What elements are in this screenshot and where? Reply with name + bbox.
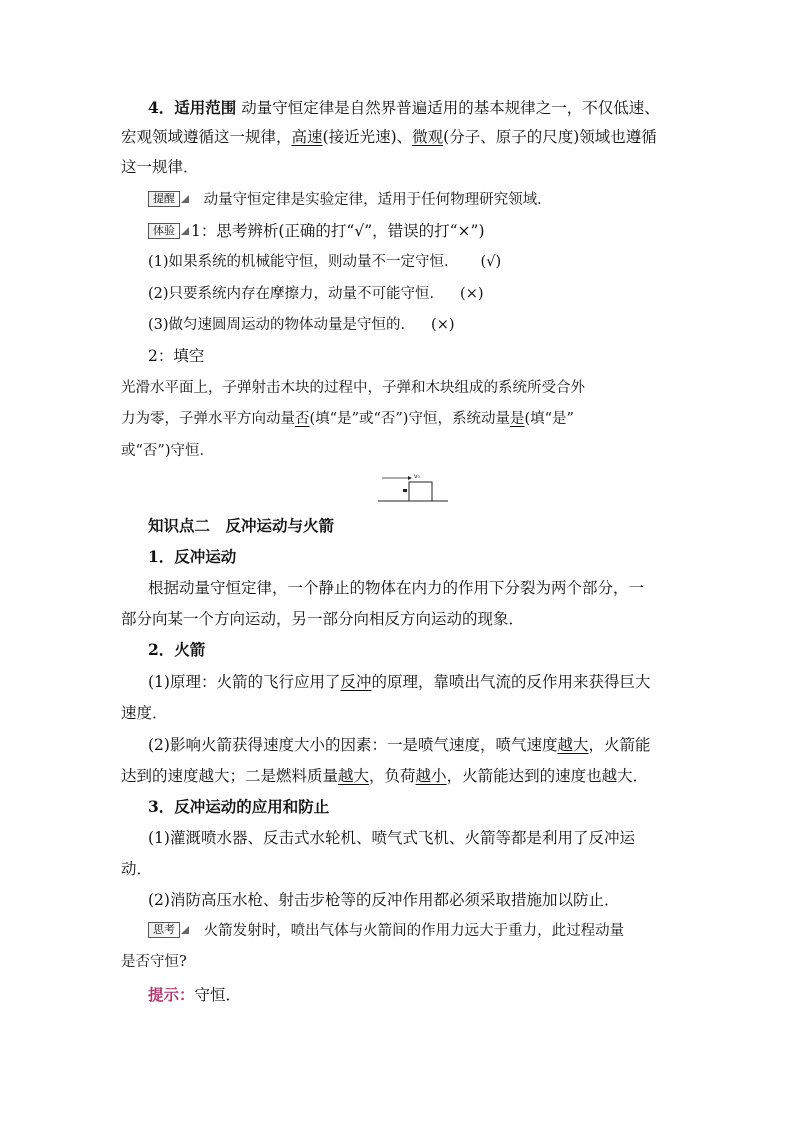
fill-line-2 <box>121 408 574 430</box>
scope-text-1: 动量守恒定律是自然界普遍适用的基本规律之一，不仅低速、 <box>241 99 660 117</box>
hint-line <box>148 984 241 1006</box>
exp-item-1 <box>148 251 501 273</box>
fill-text-2c: (填“是”或“否”)守恒，系统动量 <box>309 411 510 427</box>
recoil-text-2: 部分向某一个方向运动，另一部分向相反方向运动的现象． <box>121 610 525 628</box>
exp-tag: 体验 <box>148 223 180 239</box>
fill-line-3: 或“否”)守恒． <box>121 443 214 459</box>
heading-rocket: 2．火箭 <box>148 640 206 659</box>
scope-heading: 4．适用范围 <box>148 98 237 117</box>
heading-recoil: 1．反冲运动 <box>148 547 237 566</box>
exp-item-2-answer: (×) <box>460 286 484 302</box>
rocket-principle-2: 速度． <box>121 704 168 722</box>
exp-item-3 <box>148 314 455 336</box>
scope-line-3: 这一规律． <box>121 158 199 176</box>
arrow-head-icon <box>408 476 412 480</box>
tag-corner-icon <box>181 227 189 235</box>
tip-tag: 提醒 <box>148 191 180 207</box>
tag-corner-icon <box>181 926 189 934</box>
hint-text: 守恒． <box>194 986 242 1004</box>
factors-text-f: ，火箭能达到的速度也越大． <box>446 767 649 785</box>
tip-line <box>148 189 552 211</box>
factors-text-a: (2)影响火箭获得速度大小的因素：一是喷气速度，喷气速度 <box>148 736 558 754</box>
exp-q2: 2：填空 <box>148 347 205 365</box>
heading-application: 3．反冲运动的应用和防止 <box>148 797 330 816</box>
section-title: 知识点二 反冲运动与火箭 <box>148 516 335 535</box>
tag-corner-icon <box>181 195 189 203</box>
fill-text-2a: 力为零，子弹水平方向动量 <box>121 411 295 427</box>
fill-answer-2: 是 <box>509 411 525 427</box>
exp-item-2 <box>148 283 484 305</box>
principle-text-c: 的原理，靠喷出气流的反作用来获得巨大 <box>371 673 651 691</box>
velocity-label: v₀ <box>414 473 420 480</box>
exp-item-3-answer: (×) <box>431 317 455 333</box>
scope-text-2e: (分子、原子的尺度)领域也遵循 <box>443 128 657 146</box>
think-tag: 思考 <box>148 922 180 938</box>
exp-item-1-text: (1)如果系统的机械能守恒，则动量不一定守恒． <box>148 254 459 270</box>
think-line-2: 是否守恒? <box>121 954 187 970</box>
scope-line-1 <box>148 97 660 119</box>
hint-label: 提示： <box>148 985 195 1004</box>
application-1b: 动． <box>121 860 153 878</box>
factors-answer-2: 越大 <box>338 767 370 785</box>
rocket-factors-1 <box>148 734 651 756</box>
tip-text: 动量守恒定律是实验定律，适用于任何物理研究领域． <box>203 192 552 208</box>
rocket-factors-2 <box>121 765 648 787</box>
scope-micro: 微观 <box>412 128 444 146</box>
think-line-1 <box>148 920 624 942</box>
fill-answer-1: 否 <box>295 411 310 427</box>
principle-text-a: (1)原理：火箭的飞行应用了 <box>148 673 341 691</box>
application-2: (2)消防高压水枪、射击步枪等的反冲作用都必须采取措施加以防止． <box>148 891 620 909</box>
think-text-1: 火箭发射时，喷出气体与火箭间的作用力远大于重力，此过程动量 <box>203 923 625 939</box>
factors-text-e: ，负荷 <box>369 767 416 785</box>
exp-item-2-text: (2)只要系统内存在摩擦力，动量不可能守恒． <box>148 286 445 302</box>
exp-q1: 1：思考辨析(正确的打“√”，错误的打“×”) <box>191 222 485 240</box>
application-1a: (1)灌溉喷水器、反击式水轮机、喷气式飞机、火箭等都是利用了反冲运 <box>148 829 635 847</box>
fill-line-1: 光滑水平面上，子弹射击木块的过程中，子弹和木块组成的系统所受合外 <box>121 380 585 396</box>
principle-answer: 反冲 <box>340 673 372 691</box>
exp-item-1-answer: (√) <box>480 254 502 270</box>
bullet <box>403 489 407 492</box>
recoil-text-1: 根据动量守恒定律，一个静止的物体在内力的作用下分裂为两个部分，一 <box>148 579 645 597</box>
scope-text-2c: (接近光速)、 <box>322 128 413 146</box>
factors-answer-3: 越小 <box>415 767 447 785</box>
factors-text-d: 达到的速度越大；二是燃料质量 <box>121 767 339 785</box>
rocket-principle-1 <box>148 671 651 693</box>
scope-line-2 <box>121 126 657 148</box>
wood-block <box>409 482 432 501</box>
scope-high-speed: 高速 <box>291 128 323 146</box>
exp-q1-line <box>148 220 485 242</box>
factors-answer-1: 越大 <box>557 736 589 754</box>
factors-text-c: ，火箭能 <box>588 736 651 754</box>
exp-item-3-text: (3)做匀速圆周运动的物体动量是守恒的． <box>148 317 416 333</box>
fill-text-2e: (填“是” <box>524 411 574 427</box>
scope-text-2a: 宏观领域遵循这一规律， <box>121 128 292 146</box>
bullet-block-figure <box>378 470 450 504</box>
